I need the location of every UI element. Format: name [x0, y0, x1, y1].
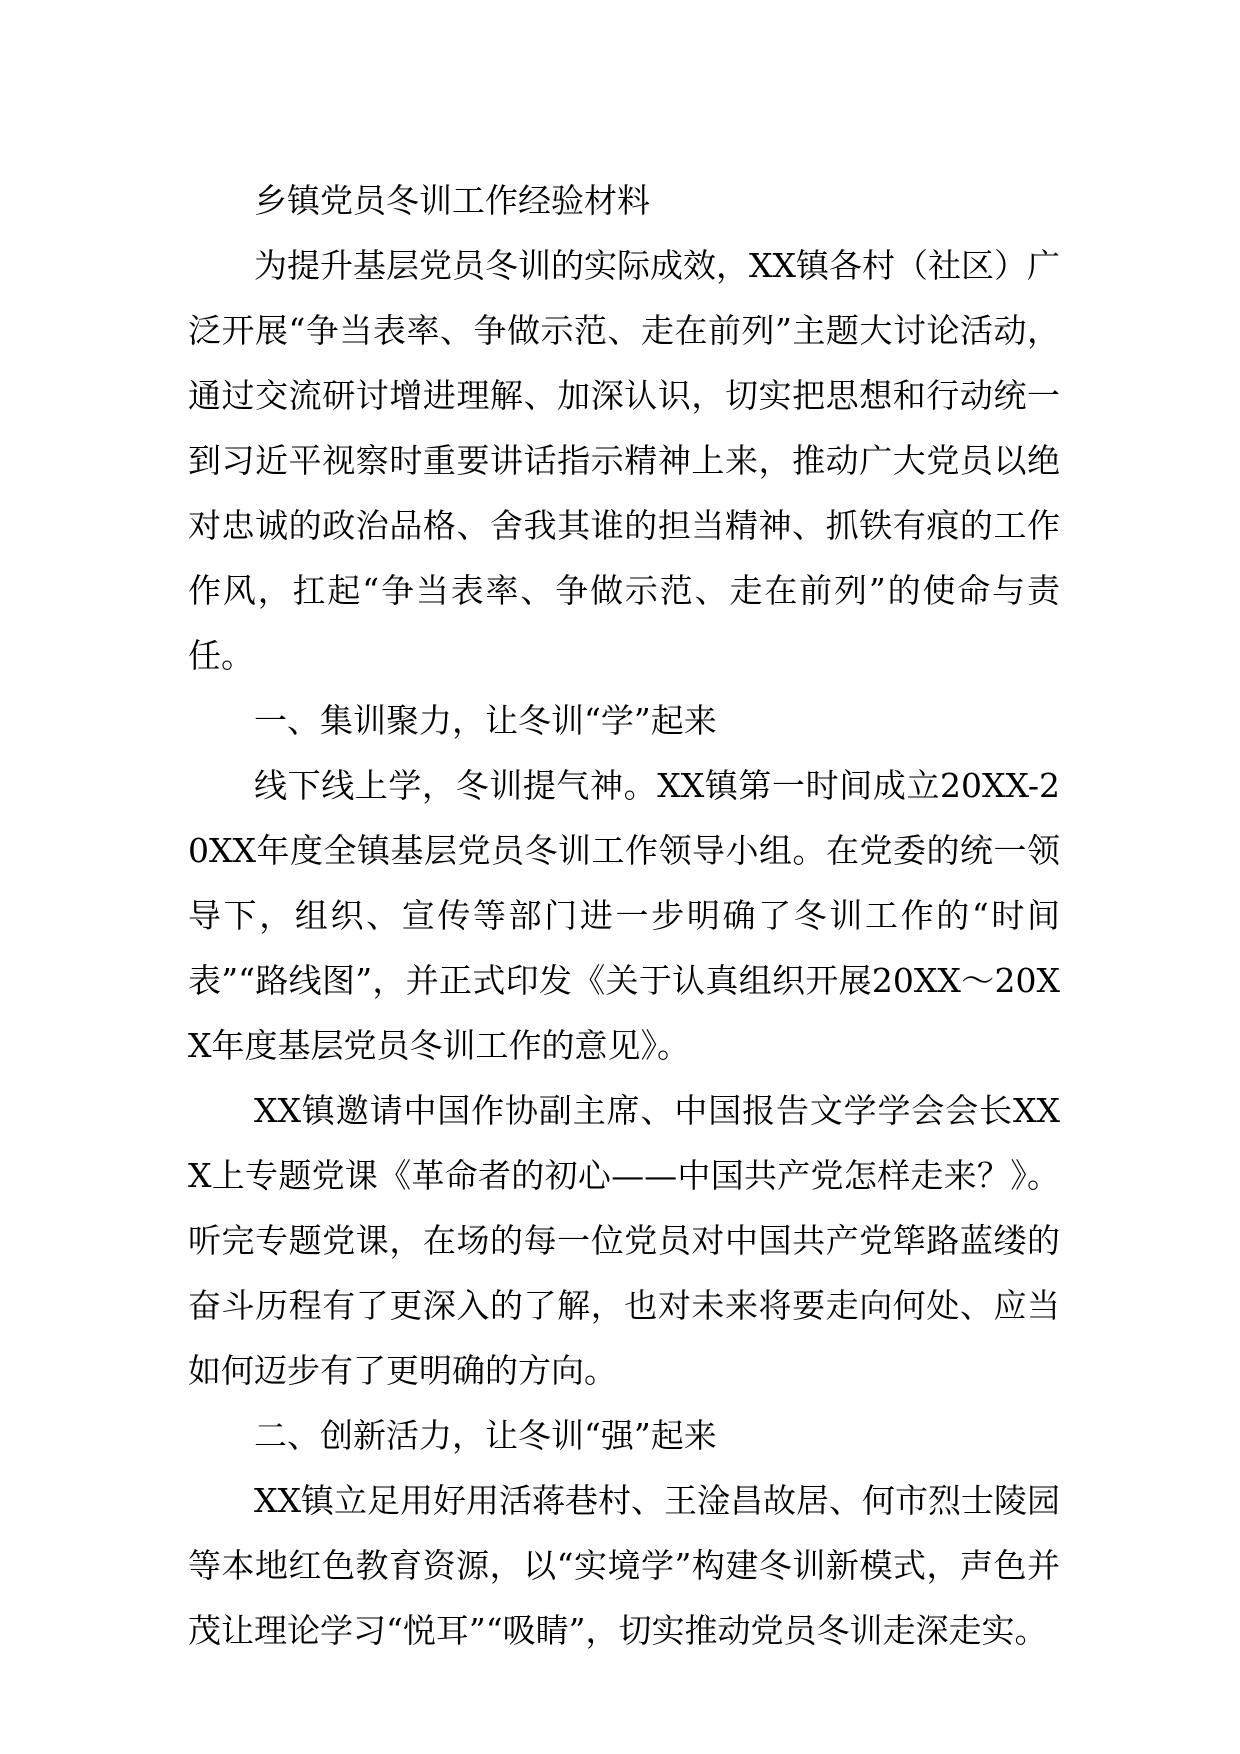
body-paragraph: XX镇邀请中国作协副主席、中国报告文学学会会长XXX上专题党课《革命者的初心——中国共产党怎样走来？》。听完专题党课，在场的每一位党员对中国共产党筚路蓝缕的奋斗历程有了更深入的了解，也对未来将要走向何处、应当如何迈步有了更明确的方向。	[188, 1091, 1060, 1390]
section-heading-1: 一、集训聚力，让冬训“学”起来	[254, 701, 717, 740]
document-body	[188, 168, 1060, 1663]
body-paragraph: XX镇立足用好用活蒋巷村、王淦昌故居、何市烈士陵园等本地红色教育资源，以“实境学”构建冬训新模式，声色并茂让理论学习“悦耳”“吸睛”，切实推动党员冬训走深走实。	[188, 1481, 1060, 1650]
document-title: 乡镇党员冬训工作经验材料	[254, 181, 650, 220]
body-paragraph: 线下线上学，冬训提气神。XX镇第一时间成立20XX-20XX年度全镇基层党员冬训工作领导小组。在党委的统一领导下，组织、宣传等部门进一步明确了冬训工作的“时间表”“路线图”，并正式印发《关于认真组织开展20XX～20XX年度基层党员冬训工作的意见》。	[188, 766, 1060, 1065]
section-heading-2: 二、创新活力，让冬训“强”起来	[254, 1416, 717, 1455]
intro-paragraph: 为提升基层党员冬训的实际成效，XX镇各村（社区）广泛开展“争当表率、争做示范、走在前列”主题大讨论活动，通过交流研讨增进理解、加深认识，切实把思想和行动统一到习近平视察时重要讲话指示精神上来，推动广大党员以绝对忠诚的政治品格、舍我其谁的担当精神、抓铁有痕的工作作风，扛起“争当表率、争做示范、走在前列”的使命与责任。	[188, 246, 1060, 675]
